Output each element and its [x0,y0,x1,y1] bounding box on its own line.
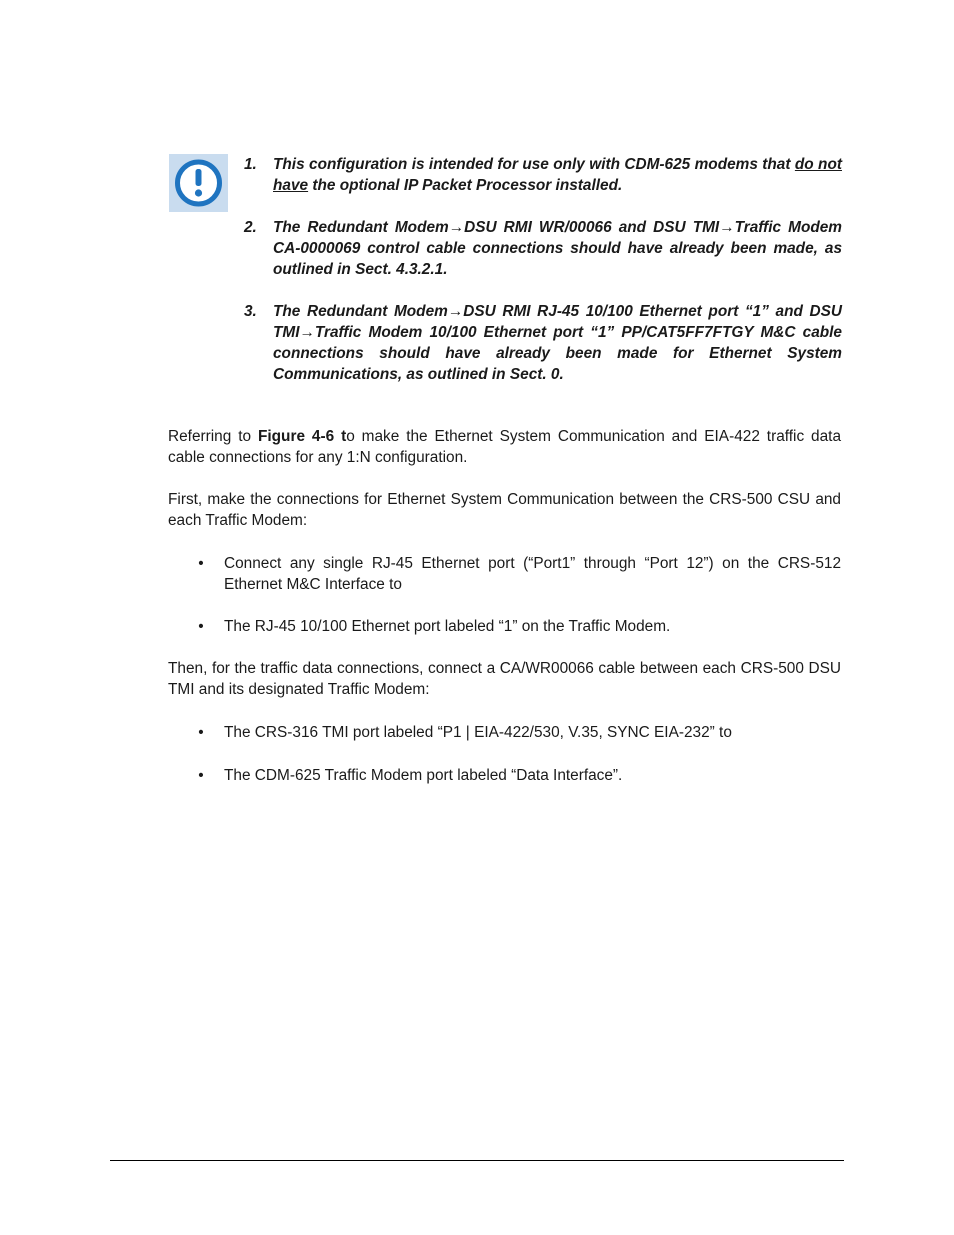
important-notes-list [244,154,842,406]
note-text: the optional IP Packet Processor installed. [308,177,623,194]
bullet-text: The CRS-316 TMI port labeled “P1 | EIA-422/530, V.35, SYNC EIA-232” to [224,724,732,741]
then-paragraph: Then, for the traffic data connections, connect a CA/WR00066 cable between each CRS-500 DSU TMI and its designated Traffic Modem: [168,660,841,698]
referring-paragraph [168,426,841,468]
paragraph-text: Referring to [168,428,258,445]
important-notice-icon [169,154,228,212]
paragraph-text: o make the Ethernet System Communication and EIA-422 traffic data cable connections for any 1:N configuration. [168,428,842,466]
bullet-text: The CDM-625 Traffic Modem port labeled “Data Interface”. [224,767,623,784]
bullet-text: Connect any single RJ-45 Ethernet port (“Port1” through “Port 12”) on the CRS-512 Ethernet M&C Interface to [224,555,841,593]
bullet-dot: • [198,618,204,635]
note-text: This configuration is intended for use only with CDM-625 modems that [273,156,795,173]
exclamation-circle-icon [169,154,228,212]
traffic-bullet-2 [198,765,841,786]
note-1 [244,154,842,196]
traffic-bullet-1 [198,722,841,743]
bullet-text: The RJ-45 10/100 Ethernet port labeled “1” on the Traffic Modem. [224,618,671,635]
bullet-dot: • [198,555,204,572]
bullet-dot: • [198,767,204,784]
bullet-dot: • [198,724,204,741]
figure-reference: Figure 4-6 t [257,428,347,445]
note-number: 2. [244,219,257,236]
first-paragraph: First, make the connections for Ethernet System Communication between the CRS-500 CSU and each Traffic Modem: [168,491,841,529]
note-number: 1. [244,156,257,173]
ethernet-bullet-2 [198,616,841,637]
footer-rule [110,1160,844,1161]
note-text: The Redundant Modem→DSU RMI RJ-45 10/100 Ethernet port “1” and DSU TMI→Traffic Modem 10/100 Ethernet port “1” PP/CAT5FF7FTGY M&C cable connections should have already been made for Ethernet System Communications, as outlined in Sect. 0. [273,303,842,383]
note-text: The Redundant Modem→DSU RMI WR/00066 and DSU TMI→Traffic Modem CA-0000069 control cable connections should have already been made, as outlined in Sect. 4.3.2.1. [273,219,842,278]
ethernet-bullet-1 [198,553,841,595]
note-3 [244,301,842,385]
note-number: 3. [244,303,257,320]
note-2 [244,217,842,280]
note-underlined-text: do not have [273,156,842,194]
